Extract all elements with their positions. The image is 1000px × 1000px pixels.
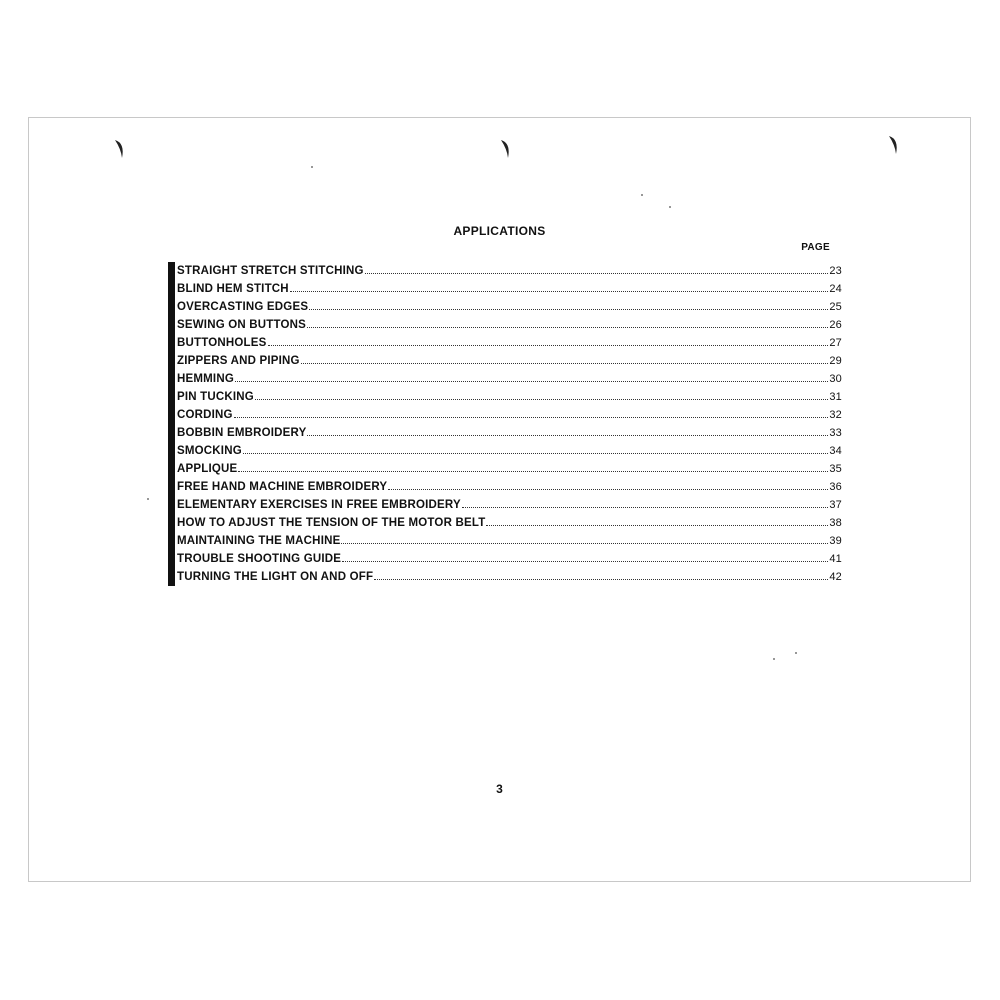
table-of-contents — [168, 262, 842, 586]
toc-entry — [177, 316, 842, 334]
dot-leader — [309, 309, 828, 310]
toc-entry-page: 39 — [829, 535, 842, 547]
page-number: 3 — [496, 782, 503, 796]
toc-entry-page: 42 — [829, 571, 842, 583]
toc-entry-label: BLIND HEM STITCH — [177, 283, 289, 295]
toc-entry-label: SMOCKING — [177, 445, 242, 457]
toc-entry — [177, 388, 842, 406]
dot-leader — [290, 291, 829, 292]
toc-entry — [177, 298, 842, 316]
dot-leader — [374, 579, 828, 580]
toc-entry — [177, 442, 842, 460]
toc-entry-label: HOW TO ADJUST THE TENSION OF THE MOTOR BELT — [177, 517, 486, 529]
toc-entry-label: ELEMENTARY EXERCISES IN FREE EMBROIDERY — [177, 499, 461, 511]
toc-entry-label: PIN TUCKING — [177, 391, 254, 403]
dot-leader — [342, 561, 828, 562]
punch-hole-icon — [499, 138, 513, 160]
punch-hole-icon — [887, 134, 901, 156]
scan-speck — [311, 166, 313, 168]
toc-entry-label: BUTTONHOLES — [177, 337, 267, 349]
dot-leader — [234, 417, 829, 418]
section-title: APPLICATIONS — [453, 224, 546, 238]
toc-entry-page: 26 — [829, 319, 842, 331]
dot-leader — [238, 471, 828, 472]
dot-leader — [243, 453, 829, 454]
toc-entry — [177, 496, 842, 514]
dot-leader — [307, 327, 828, 328]
toc-entry-page: 24 — [829, 283, 842, 295]
toc-entry-page: 30 — [829, 373, 842, 385]
punch-hole-icon — [113, 138, 127, 160]
document-page — [28, 117, 971, 882]
page-column-header: PAGE — [801, 242, 830, 253]
toc-entry-label: STRAIGHT STRETCH STITCHING — [177, 265, 364, 277]
toc-entry-page: 32 — [829, 409, 842, 421]
toc-entry-page: 34 — [829, 445, 842, 457]
toc-entry-label: CORDING — [177, 409, 233, 421]
toc-entry-page: 41 — [829, 553, 842, 565]
dot-leader — [341, 543, 828, 544]
toc-entry-page: 29 — [829, 355, 842, 367]
toc-entry — [177, 334, 842, 352]
toc-entry — [177, 370, 842, 388]
toc-entry — [177, 280, 842, 298]
toc-entry-page: 33 — [829, 427, 842, 439]
dot-leader — [486, 525, 828, 526]
toc-entry-label: MAINTAINING THE MACHINE — [177, 535, 341, 547]
toc-entry-page: 36 — [829, 481, 842, 493]
toc-entry — [177, 406, 842, 424]
toc-entry-page: 37 — [829, 499, 842, 511]
toc-entry — [177, 352, 842, 370]
dot-leader — [235, 381, 828, 382]
scan-speck — [773, 658, 775, 660]
toc-entry — [177, 550, 842, 568]
toc-entry-label: APPLIQUE — [177, 463, 238, 475]
scan-speck — [669, 206, 671, 208]
toc-entry-page: 23 — [829, 265, 842, 277]
toc-entry-label: BOBBIN EMBROIDERY — [177, 427, 307, 439]
toc-entry — [177, 514, 842, 532]
toc-entry — [177, 478, 842, 496]
toc-entry — [177, 424, 842, 442]
toc-entry-label: TURNING THE LIGHT ON AND OFF — [177, 571, 374, 583]
dot-leader — [301, 363, 829, 364]
toc-entry-page: 38 — [829, 517, 842, 529]
toc-entry — [177, 568, 842, 586]
toc-entry-page: 31 — [829, 391, 842, 403]
toc-entry-label: ZIPPERS AND PIPING — [177, 355, 300, 367]
dot-leader — [388, 489, 828, 490]
scan-speck — [147, 498, 149, 500]
toc-entry-page: 35 — [829, 463, 842, 475]
dot-leader — [255, 399, 828, 400]
toc-entry-label: FREE HAND MACHINE EMBROIDERY — [177, 481, 388, 493]
toc-entry-label: OVERCASTING EDGES — [177, 301, 309, 313]
dot-leader — [462, 507, 829, 508]
scan-speck — [795, 652, 797, 654]
toc-entry — [177, 532, 842, 550]
toc-entry-label: SEWING ON BUTTONS — [177, 319, 307, 331]
toc-entry-label: TROUBLE SHOOTING GUIDE — [177, 553, 342, 565]
toc-entry-page: 27 — [829, 337, 842, 349]
toc-entry-label: HEMMING — [177, 373, 234, 385]
dot-leader — [365, 273, 829, 274]
toc-entry-page: 25 — [829, 301, 842, 313]
scan-speck — [641, 194, 643, 196]
toc-entry — [177, 460, 842, 478]
toc-entry — [177, 262, 842, 280]
dot-leader — [268, 345, 829, 346]
dot-leader — [307, 435, 828, 436]
